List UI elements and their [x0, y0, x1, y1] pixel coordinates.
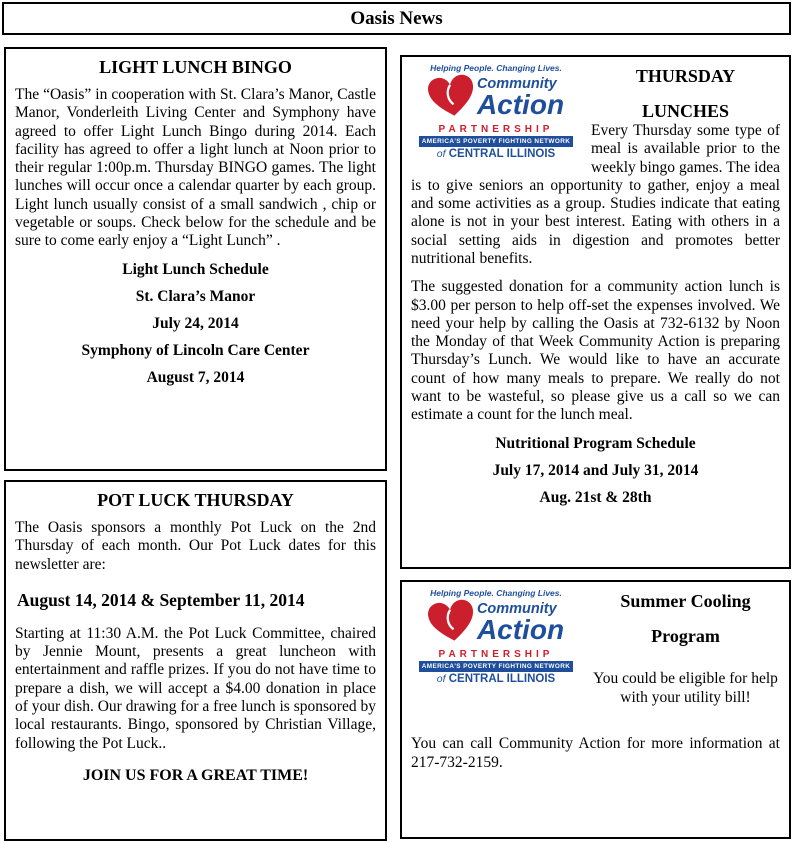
- summer-cooling-call-text: You can call Community Action for more information at 217-732-2159.: [411, 734, 780, 772]
- schedule-line: Symphony of Lincoln Care Center: [81, 341, 310, 359]
- thursday-lunches-section: [400, 55, 791, 569]
- logo-tagline: Helping People. Changing Lives.: [430, 588, 562, 598]
- schedule-line: St. Clara’s Manor: [135, 287, 256, 305]
- summer-cooling-title-line2: Program: [651, 626, 720, 646]
- thursday-lunches-body2: The suggested donation for a community action lunch is $3.00 per person to help off-set the expenses involved. We need your help by calling the Oasis at 732-6132 by Noon the Monday of that Week Community Action is preparing Thursday’s Lunch. We would like to have an accurate count of how many meals to prepare. We really do not want to be wasteful, so please give us a call so we can estimate a count for the lunch meal.: [411, 278, 780, 424]
- thursday-lunches-title-line2: LUNCHES: [641, 101, 730, 121]
- thursday-lunches-body1: Every Thursday some type of meal is available prior to the weekly bingo games. The idea is to give seniors an opportunity to gather, enjoy a meal and some activities as a group. Studies indicate that eating alone is not in your best interest. Eating with others in a social setting aids in digestion and promotes better nutritional benefits.: [411, 122, 780, 267]
- heart-hands-icon: [425, 596, 479, 651]
- heart-hands-icon: [425, 71, 479, 126]
- summer-cooling-eligible-text: You could be eligible for help with your utility bill!: [593, 670, 778, 707]
- pot-luck-dates: August 14, 2014 & September 11, 2014: [17, 589, 305, 610]
- nutritional-schedule-title: Nutritional Program Schedule: [495, 434, 696, 452]
- logo-tagline: Helping People. Changing Lives.: [430, 63, 562, 73]
- schedule-line: July 17, 2014 and July 31, 2014: [492, 461, 699, 479]
- logo-region-text: of CENTRAL ILLINOIS: [436, 147, 556, 160]
- summer-cooling-title-line1: Summer Cooling: [620, 591, 751, 611]
- schedule-line: Aug. 21st & 28th: [539, 488, 652, 506]
- logo-partnership-text: PARTNERSHIP: [438, 648, 554, 660]
- pot-luck-title: POT LUCK THURSDAY: [97, 490, 294, 510]
- pot-luck-body: Starting at 11:30 A.M. the Pot Luck Committee, chaired by Jennie Mount, presents a great luncheon with entertainment and raffle prizes. If you do not have time to prepare a dish, we will accept a $4.00 donation in place of your dish. Our drawing for a free lunch is sponsored by local restaurants. Bingo, sponsored by Christian Village, following the Pot Luck..: [15, 624, 376, 752]
- logo-community-text: Community: [476, 76, 557, 93]
- newsletter-header-box: [2, 2, 791, 35]
- summer-cooling-section: [400, 580, 791, 839]
- light-lunch-bingo-title: LIGHT LUNCH BINGO: [99, 57, 292, 77]
- logo-network-banner: AMERICA'S POVERTY FIGHTING NETWORK: [419, 136, 574, 147]
- schedule-line: August 7, 2014: [146, 368, 245, 386]
- light-lunch-bingo-section: [4, 47, 387, 471]
- light-lunch-schedule-title: Light Lunch Schedule: [122, 260, 269, 278]
- logo-action-text: Action: [476, 89, 565, 121]
- community-action-logo: [411, 589, 581, 686]
- schedule-line: July 24, 2014: [152, 314, 239, 332]
- light-lunch-bingo-body: The “Oasis” in cooperation with St. Clara’s Manor, Castle Manor, Vonderleith Living Center and Symphony have agreed to offer Light Lunch Bingo during 2014. Each facility has agreed to offer a light lunch at Noon prior to their regular 1:00p.m. Thursday BINGO games. The light lunches will occur once a calendar quarter by each group. Light lunch usually consist of a small sandwich , chip or vegetable or soups. Check below for the schedule and be sure to come early enjoy a “Light Lunch” .: [15, 86, 376, 250]
- logo-region-text: of CENTRAL ILLINOIS: [436, 672, 556, 685]
- page-title: Oasis News: [350, 8, 443, 29]
- pot-luck-footer: JOIN US FOR A GREAT TIME!: [82, 766, 309, 784]
- thursday-lunches-title-line1: THURSDAY: [635, 66, 736, 86]
- logo-partnership-text: PARTNERSHIP: [438, 123, 554, 135]
- pot-luck-thursday-section: [4, 480, 387, 841]
- pot-luck-intro: The Oasis sponsors a monthly Pot Luck on the 2nd Thursday of each month. Our Pot Luck dates for this newsletter are:: [15, 519, 376, 573]
- logo-community-text: Community: [476, 601, 557, 618]
- logo-network-banner: AMERICA'S POVERTY FIGHTING NETWORK: [419, 661, 574, 672]
- community-action-logo: [411, 64, 581, 161]
- logo-action-text: Action: [476, 614, 565, 646]
